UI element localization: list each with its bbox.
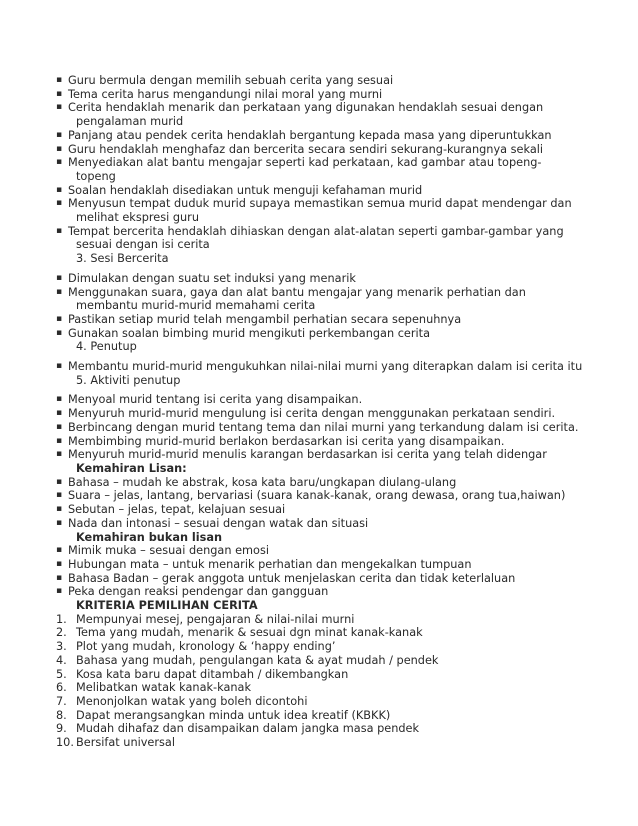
numbered-item bbox=[56, 668, 576, 682]
bullet-icon: ▪ bbox=[56, 198, 63, 209]
bullet-item bbox=[56, 435, 576, 449]
bullet-item bbox=[56, 156, 576, 170]
bullet-icon: ▪ bbox=[56, 394, 63, 405]
bullet-icon: ▪ bbox=[56, 327, 63, 338]
bullet-text: Dimulakan dengan suatu set induksi yang menarik bbox=[68, 271, 356, 285]
item-text: Plot yang mudah, kronology & ‘happy ending’ bbox=[76, 640, 336, 654]
bullet-continuation: pengalaman murid bbox=[76, 115, 184, 129]
item-text: Melibatkan watak kanak-kanak bbox=[76, 681, 252, 695]
bullet-continuation: sesuai dengan isi cerita bbox=[76, 238, 210, 252]
bullet-item bbox=[56, 88, 576, 102]
bullet-item bbox=[56, 517, 576, 531]
bullet-icon: ▪ bbox=[56, 545, 63, 556]
numbered-item bbox=[56, 640, 576, 654]
bullet-item bbox=[56, 197, 576, 211]
bullet-item bbox=[56, 143, 576, 157]
numbered-item bbox=[56, 681, 576, 695]
bullet-icon: ▪ bbox=[56, 102, 63, 113]
bullet-item bbox=[56, 585, 576, 599]
section-subheading: 4. Penutup bbox=[76, 340, 137, 354]
item-text: Kosa kata baru dapat ditambah / dikembangkan bbox=[76, 667, 349, 681]
item-number: 7. bbox=[56, 694, 67, 708]
bullet-item bbox=[56, 558, 576, 572]
bullet-icon: ▪ bbox=[56, 408, 63, 419]
item-text: Dapat merangsangkan minda untuk idea kreatif (KBKK) bbox=[76, 708, 391, 722]
bullet-continuation: melihat ekspresi guru bbox=[76, 211, 199, 225]
bullet-text: Membantu murid-murid mengukuhkan nilai-nilai murni yang diterapkan dalam isi cerita itu bbox=[68, 360, 583, 374]
bullet-text: Bahasa – mudah ke abstrak, kosa kata baru/ungkapan diulang-ulang bbox=[68, 475, 457, 489]
bullet-item bbox=[56, 544, 576, 558]
bullet-icon: ▪ bbox=[56, 75, 63, 85]
bullet-item bbox=[56, 448, 576, 462]
document-body bbox=[56, 74, 583, 750]
bullet-item bbox=[56, 476, 576, 490]
numbered-item bbox=[56, 736, 576, 750]
bullet-text: Menyuruh murid-murid menulis karangan berdasarkan isi cerita yang telah didengar bbox=[68, 448, 547, 462]
bullet-icon: ▪ bbox=[56, 129, 63, 140]
bullet-item bbox=[56, 129, 576, 143]
item-number: 4. bbox=[56, 653, 67, 667]
bullet-text: Membimbing murid-murid berlakon berdasarkan isi cerita yang disampaikan. bbox=[68, 434, 505, 448]
numbered-item bbox=[56, 722, 576, 736]
item-number: 1. bbox=[56, 612, 67, 626]
bullet-icon: ▪ bbox=[56, 421, 63, 432]
bullet-icon: ▪ bbox=[56, 313, 63, 324]
bullet-item bbox=[56, 184, 576, 198]
bullet-text: Sebutan – jelas, tepat, kelajuan sesuai bbox=[68, 503, 286, 517]
item-number: 6. bbox=[56, 681, 67, 695]
bullet-text: Mimik muka – sesuai dengan emosi bbox=[68, 544, 269, 558]
item-number: 5. bbox=[56, 667, 67, 681]
bullet-text: Guru hendaklah menghafaz dan bercerita secara sendiri sekurang-kurangnya sekali bbox=[68, 142, 544, 156]
item-number: 2. bbox=[56, 626, 67, 640]
bullet-text: Cerita hendaklah menarik dan perkataan yang digunakan hendaklah sesuai dengan bbox=[68, 101, 544, 115]
section-heading: Kemahiran Lisan: bbox=[76, 461, 187, 475]
bullet-text: Soalan hendaklah disediakan untuk menguji kefahaman murid bbox=[68, 183, 423, 197]
bullet-icon: ▪ bbox=[56, 449, 63, 460]
numbered-item bbox=[56, 654, 576, 668]
item-text: Menonjolkan watak yang boleh dicontohi bbox=[76, 694, 308, 708]
bullet-item bbox=[56, 272, 576, 286]
bullet-item bbox=[56, 74, 576, 88]
bullet-icon: ▪ bbox=[56, 143, 63, 154]
bullet-text: Guru bermula dengan memilih sebuah cerita yang sesuai bbox=[68, 74, 394, 87]
bullet-text: Menggunakan suara, gaya dan alat bantu mengajar yang menarik perhatian dan bbox=[68, 285, 526, 299]
item-text: Bersifat universal bbox=[76, 736, 175, 750]
numbered-item bbox=[56, 695, 576, 709]
bullet-item bbox=[56, 572, 576, 586]
numbered-item bbox=[56, 626, 576, 640]
bullet-icon: ▪ bbox=[56, 558, 63, 569]
section-subheading: 3. Sesi Bercerita bbox=[76, 252, 169, 266]
section-heading: KRITERIA PEMILIHAN CERITA bbox=[76, 599, 258, 613]
bullet-item bbox=[56, 327, 576, 341]
item-text: Mempunyai mesej, pengajaran & nilai-nilai murni bbox=[76, 612, 355, 626]
bullet-icon: ▪ bbox=[56, 435, 63, 446]
bullet-text: Tema cerita harus mengandungi nilai moral yang murni bbox=[68, 87, 383, 101]
bullet-item bbox=[56, 489, 576, 503]
bullet-icon: ▪ bbox=[56, 476, 63, 487]
bullet-item bbox=[56, 313, 576, 327]
item-text: Tema yang mudah, menarik & sesuai dgn minat kanak-kanak bbox=[76, 626, 423, 640]
bullet-item bbox=[56, 101, 576, 115]
bullet-text: Gunakan soalan bimbing murid mengikuti perkembangan cerita bbox=[68, 326, 430, 340]
bullet-icon: ▪ bbox=[56, 286, 63, 297]
bullet-icon: ▪ bbox=[56, 572, 63, 583]
bullet-text: Peka dengan reaksi pendengar dan gangguan bbox=[68, 585, 329, 599]
bullet-item bbox=[56, 503, 576, 517]
bullet-icon: ▪ bbox=[56, 88, 63, 99]
bullet-icon: ▪ bbox=[56, 504, 63, 515]
bullet-text: Hubungan mata – untuk menarik perhatian dan mengekalkan tumpuan bbox=[68, 557, 472, 571]
bullet-text: Suara – jelas, lantang, bervariasi (suara kanak-kanak, orang dewasa, orang tua,haiwan) bbox=[68, 489, 566, 503]
item-number: 8. bbox=[56, 708, 67, 722]
bullet-item bbox=[56, 420, 579, 435]
item-number: 3. bbox=[56, 640, 67, 654]
numbered-item bbox=[56, 709, 576, 723]
bullet-text: Bahasa Badan – gerak anggota untuk menjelaskan cerita dan tidak keterlaluan bbox=[68, 571, 516, 585]
section-subheading: 5. Aktiviti penutup bbox=[76, 373, 181, 387]
numbered-item bbox=[56, 613, 576, 627]
bullet-text: Berbincang dengan murid tentang tema dan nilai murni yang terkandung dalam isi cerita. bbox=[68, 420, 579, 434]
bullet-icon: ▪ bbox=[56, 517, 63, 528]
bullet-text: Menyuruh murid-murid mengulung isi cerita dengan menggunakan perkataan sendiri. bbox=[68, 407, 556, 421]
bullet-text: Menyoal murid tentang isi cerita yang disampaikan. bbox=[68, 393, 363, 407]
bullet-icon: ▪ bbox=[56, 225, 63, 236]
bullet-icon: ▪ bbox=[56, 184, 63, 195]
bullet-text: Menyusun tempat duduk murid supaya memastikan semua murid dapat mendengar dan bbox=[68, 197, 572, 211]
bullet-item bbox=[56, 225, 576, 239]
bullet-icon: ▪ bbox=[56, 361, 63, 372]
bullet-text: Panjang atau pendek cerita hendaklah bergantung kepada masa yang diperuntukkan bbox=[68, 128, 552, 142]
bullet-item bbox=[56, 360, 583, 374]
bullet-text: Menyediakan alat bantu mengajar seperti kad perkataan, kad gambar atau topeng- bbox=[68, 156, 542, 170]
bullet-icon: ▪ bbox=[56, 490, 63, 501]
bullet-continuation: membantu murid-murid memahami cerita bbox=[76, 299, 316, 313]
bullet-text: Tempat bercerita hendaklah dihiaskan dengan alat-alatan seperti gambar-gambar yang bbox=[68, 224, 564, 238]
bullet-text: Nada dan intonasi – sesuai dengan watak dan situasi bbox=[68, 516, 369, 530]
bullet-continuation: topeng bbox=[76, 169, 116, 183]
item-number: 10. bbox=[56, 736, 74, 750]
bullet-item bbox=[56, 407, 576, 421]
bullet-icon: ▪ bbox=[56, 157, 63, 168]
bullet-item bbox=[56, 393, 576, 407]
item-number: 9. bbox=[56, 722, 67, 736]
item-text: Bahasa yang mudah, pengulangan kata & ayat mudah / pendek bbox=[76, 653, 439, 667]
item-text: Mudah dihafaz dan disampaikan dalam jangka masa pendek bbox=[76, 722, 420, 736]
bullet-icon: ▪ bbox=[56, 272, 63, 283]
section-heading: Kemahiran bukan lisan bbox=[76, 530, 223, 544]
bullet-item bbox=[56, 286, 576, 300]
bullet-text: Pastikan setiap murid telah mengambil perhatian secara sepenuhnya bbox=[68, 312, 462, 326]
bullet-icon: ▪ bbox=[56, 586, 63, 597]
